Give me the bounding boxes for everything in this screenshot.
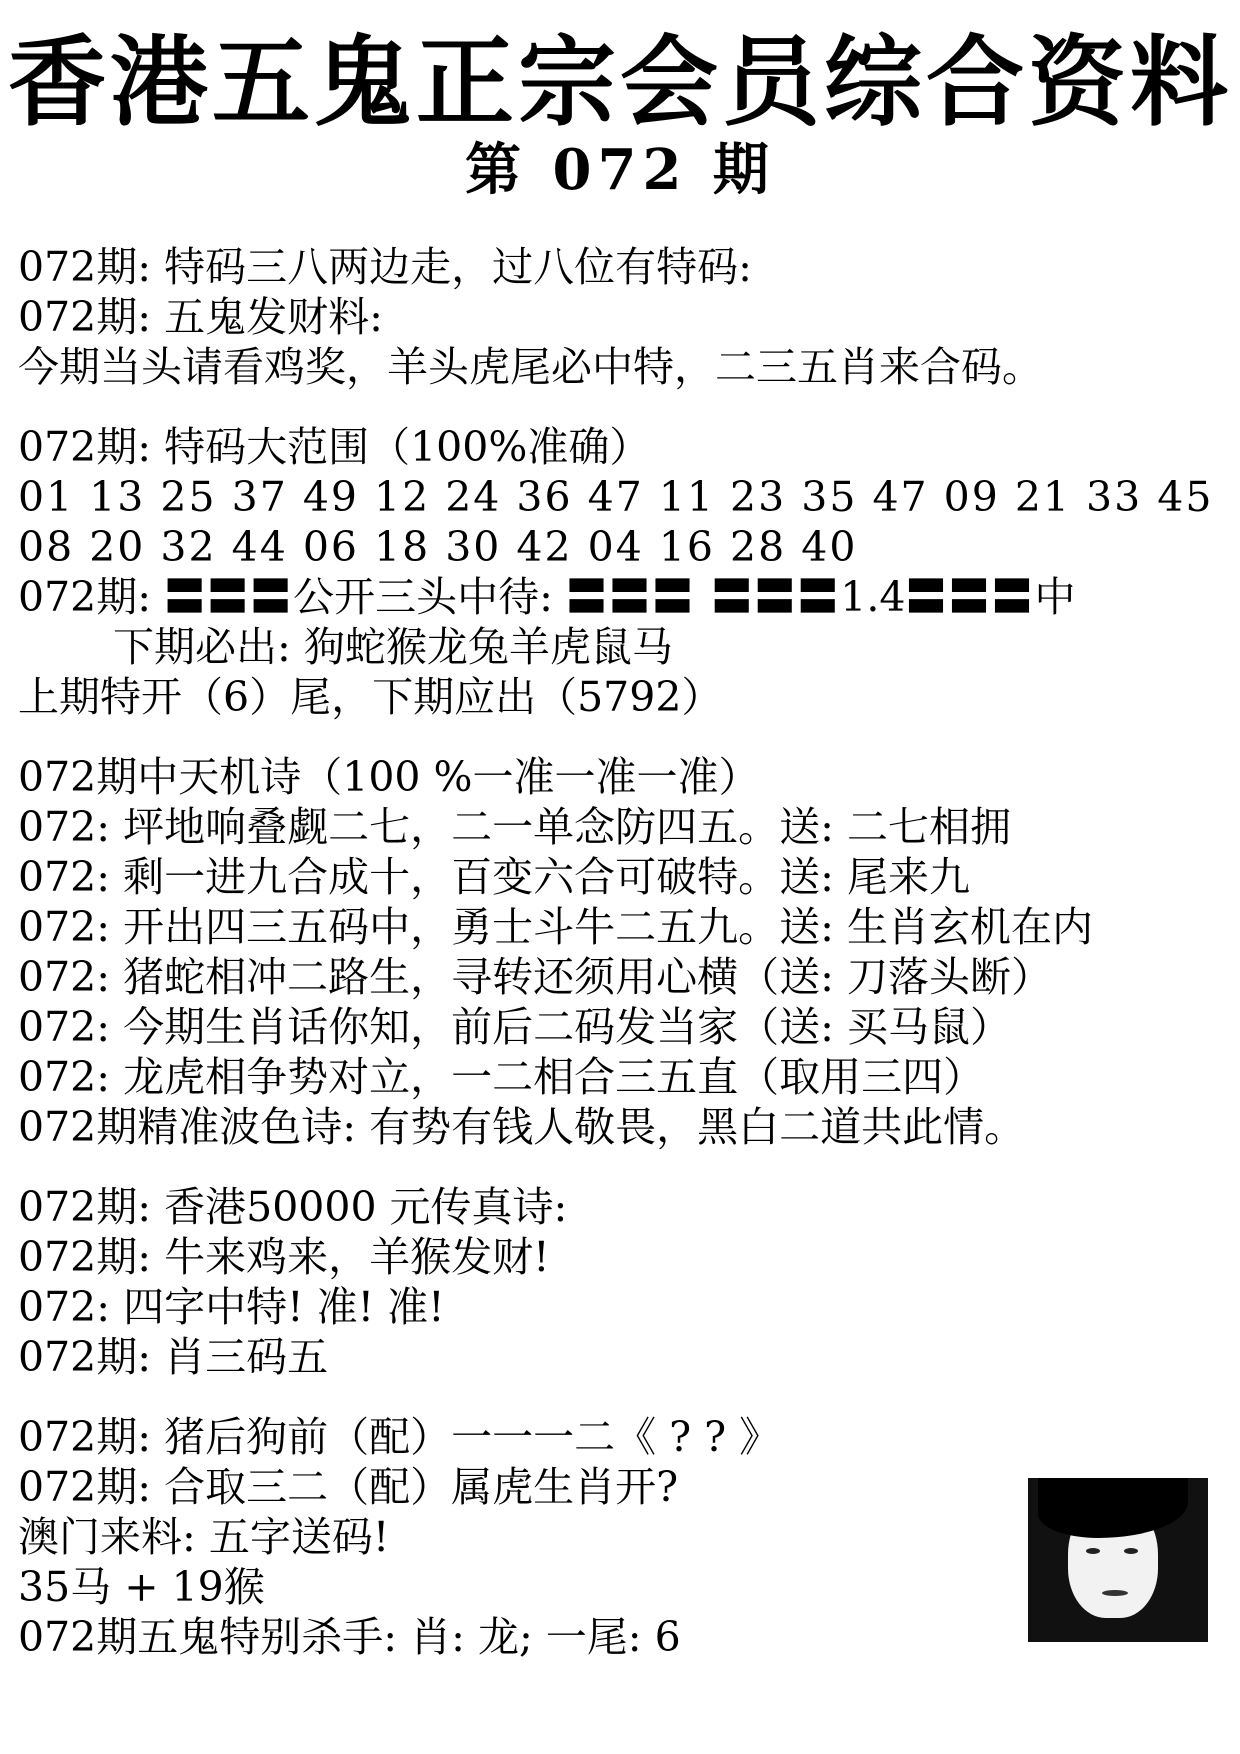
text-line-13: 072: 开出四三五码中，勇士斗牛二五九。送: 生肖玄机在内: [18, 903, 1093, 951]
text-line-9: 上期特开（6）尾，下期应出（5792）: [18, 673, 723, 721]
text-line-12: 072: 剩一进九合成十，百变六合可破特。送: 尾来九: [18, 853, 970, 901]
text-line-22: 072期: 猪后狗前（配）一一一二《 ? ? 》: [18, 1413, 781, 1461]
spacer: [18, 1382, 1228, 1412]
line-suffix: 中: [1034, 573, 1076, 621]
text-line-26: 072期五鬼特别杀手: 肖: 龙; 一尾: 6: [18, 1613, 681, 1661]
text-line-16: 072: 龙虎相争势对立，一二相合三五直（取用三四）: [18, 1053, 985, 1101]
spacer: [18, 1152, 1228, 1182]
text-line-14: 072: 猪蛇相冲二路生，寻转还须用心横（送: 刀落头断）: [18, 953, 1052, 1001]
portrait-photo: [1028, 1478, 1208, 1642]
photo-eye: [1086, 1548, 1100, 1554]
page-title: 香港五鬼正宗会员综合资料: [7, 25, 1232, 140]
line-prefix: 072期:: [18, 573, 165, 621]
text-line-23: 072期: 合取三二（配）属虎生肖开?: [18, 1463, 679, 1511]
text-line-20: 072: 四字中特! 准! 准!: [18, 1283, 445, 1331]
text-line-2: 072期: 五鬼发财料:: [18, 293, 383, 341]
text-line-17: 072期精准波色诗: 有势有钱人敬畏，黑白二道共此情。: [18, 1103, 1026, 1151]
text-line-24: 澳门来料: 五字送码!: [18, 1513, 390, 1561]
censor-bars: 〓〓〓: [905, 573, 1035, 621]
line-number: 1.4: [840, 573, 906, 621]
number-row-1: 01 13 25 37 49 12 24 36 47 11 23 35 47 09 21 33 45: [18, 473, 1214, 521]
main-content: [18, 242, 1228, 1662]
spacer: [18, 392, 1228, 422]
photo-hair: [1038, 1478, 1188, 1538]
text-line-7: [18, 572, 1228, 622]
censor-bars: 〓〓〓: [164, 573, 294, 621]
text-line-1: 072期: 特码三八两边走，过八位有特码:: [18, 243, 752, 291]
photo-mouth: [1102, 1590, 1128, 1596]
text-line-4: 072期: 特码大范围（100%准确）: [18, 423, 651, 471]
photo-eye: [1124, 1548, 1138, 1554]
text-line-8: 下期必出: 狗蛇猴龙兔羊虎鼠马: [113, 623, 673, 671]
text-line-15: 072: 今期生肖话你知，前后二码发当家（送: 买马鼠）: [18, 1003, 1011, 1051]
text-line-25: 35马 + 19猴: [18, 1563, 265, 1611]
number-row-2: 08 20 32 44 06 18 30 42 04 16 28 40: [18, 523, 858, 571]
censor-bars: 〓〓〓 〓〓〓: [565, 573, 841, 621]
text-line-18: 072期: 香港50000 元传真诗:: [18, 1183, 568, 1231]
text-line-19: 072期: 牛来鸡来，羊猴发财!: [18, 1233, 550, 1281]
text-line-3: 今期当头请看鸡奖，羊头虎尾必中特，二三五肖来合码。: [18, 343, 1043, 391]
line-text: 公开三头中待:: [293, 573, 566, 621]
spacer: [18, 722, 1228, 752]
text-line-10: 072期中天机诗（100 %一准一准一准）: [18, 753, 760, 801]
text-line-11: 072: 坪地响叠觑二七，二一单念防四五。送: 二七相拥: [18, 803, 1011, 851]
issue-number: 第 072 期: [465, 137, 775, 203]
text-line-21: 072期: 肖三码五: [18, 1333, 329, 1381]
